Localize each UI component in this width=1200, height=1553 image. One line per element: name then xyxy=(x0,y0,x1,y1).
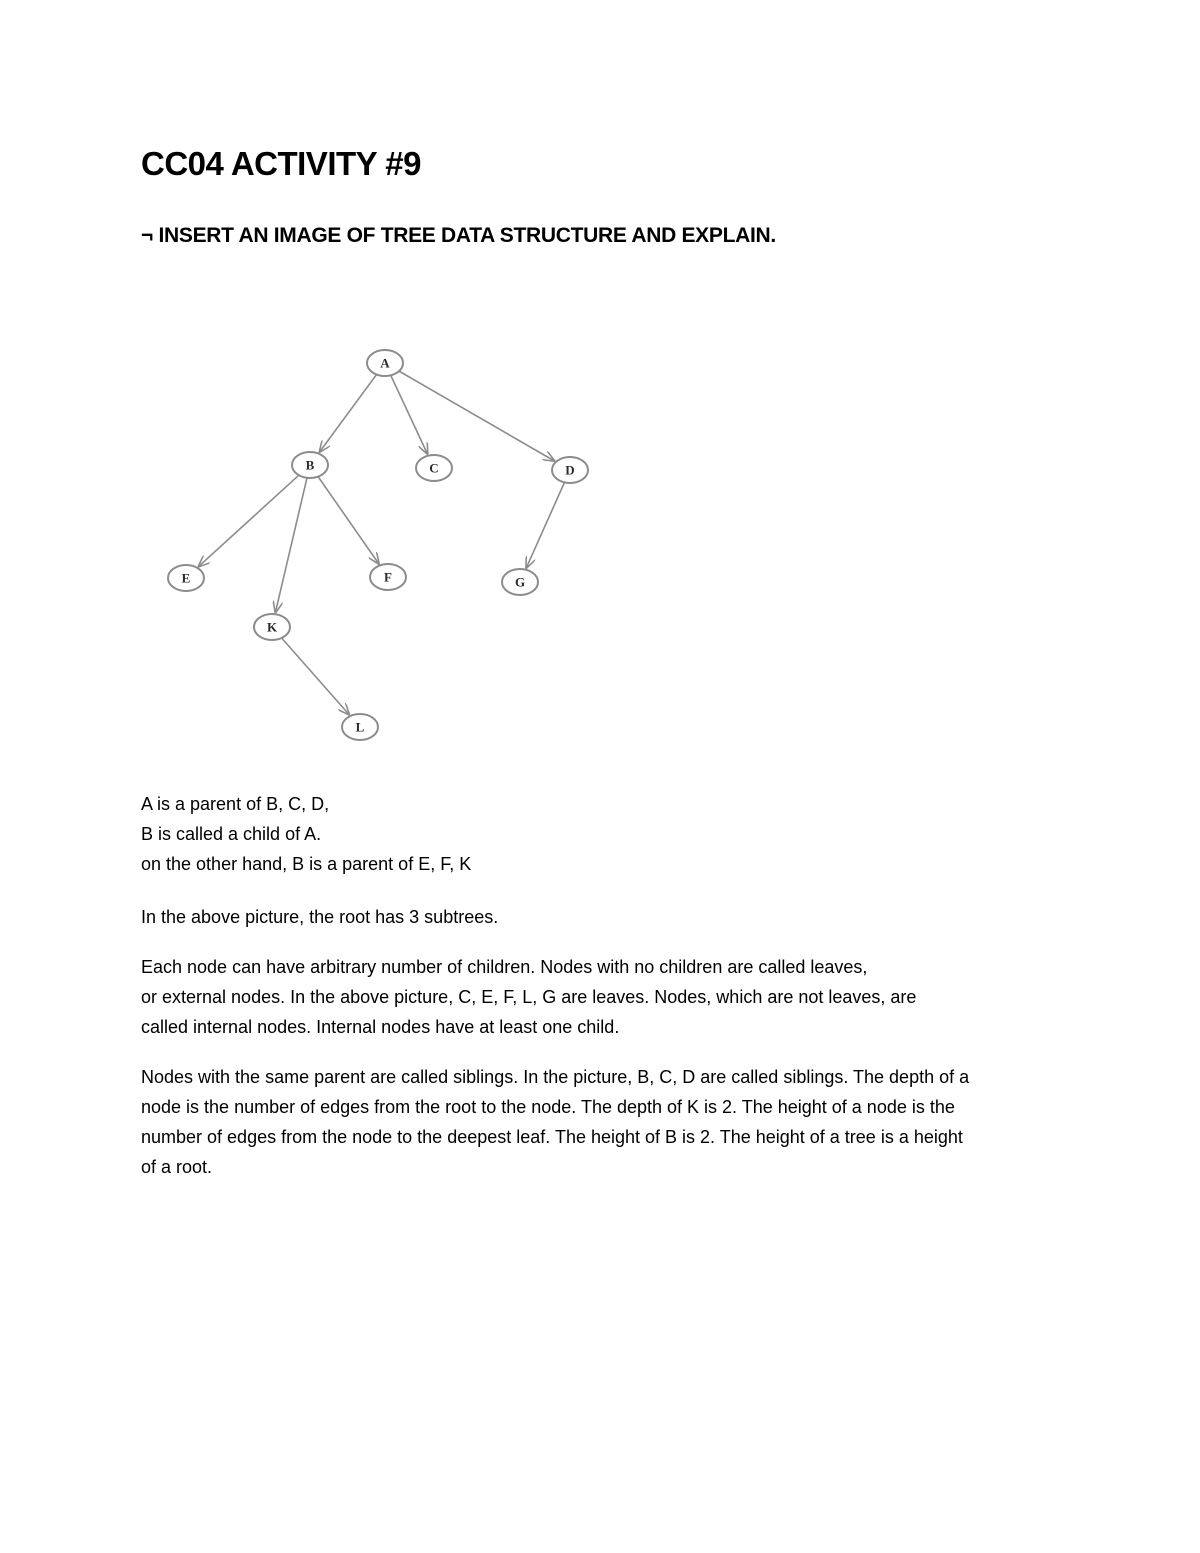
tree-node-b xyxy=(292,452,328,478)
subtrees-line-1: In the above picture, the root has 3 subtrees. xyxy=(141,907,499,927)
leaves-paragraph xyxy=(141,952,1061,1042)
siblings-line-4: of a root. xyxy=(141,1157,213,1177)
edge-a-d xyxy=(399,371,554,461)
node-label: F xyxy=(384,569,392,585)
tree-node-k xyxy=(254,614,290,640)
node-label: L xyxy=(355,719,365,735)
siblings-line-3: number of edges from the node to the deepest leaf. The height of B is 2. The height of a tree is a height xyxy=(141,1127,963,1147)
relation-line-1: A is a parent of B, C, D, xyxy=(141,794,330,814)
edge-b-k xyxy=(275,478,307,612)
node-label: A xyxy=(380,355,390,371)
tree-node-d xyxy=(552,457,588,483)
siblings-line-1: Nodes with the same parent are called siblings. In the picture, B, C, D are called siblings. The depth of a xyxy=(141,1067,970,1087)
relation-line-2: B is called a child of A. xyxy=(141,824,322,844)
document-title: CC04 ACTIVITY #9 xyxy=(141,145,421,182)
relation-line-3: on the other hand, B is a parent of E, F, K xyxy=(141,854,472,874)
subtrees-paragraph xyxy=(141,902,1061,932)
edge-b-e xyxy=(199,475,299,566)
tree-node-e xyxy=(168,565,204,591)
tree-diagram xyxy=(150,330,630,760)
leaves-line-2: or external nodes. In the above picture, C, E, F, L, G are leaves. Nodes, which are not leaves, are xyxy=(141,987,917,1007)
instruction-heading: ¬ INSERT AN IMAGE OF TREE DATA STRUCTURE AND EXPLAIN. xyxy=(141,224,776,247)
tree-nodes xyxy=(168,350,588,740)
tree-node-c xyxy=(416,455,452,481)
edge-b-f xyxy=(318,477,379,564)
edge-d-g xyxy=(526,482,564,567)
tree-node-l xyxy=(342,714,378,740)
parent-child-explanation xyxy=(141,789,1061,879)
tree-node-g xyxy=(502,569,538,595)
tree-diagram-svg xyxy=(150,330,630,760)
tree-node-f xyxy=(370,564,406,590)
edge-k-l xyxy=(282,638,349,715)
edge-a-b xyxy=(320,374,377,451)
edge-a-c xyxy=(391,375,428,454)
node-label: B xyxy=(305,457,315,473)
siblings-depth-height-paragraph xyxy=(141,1062,1056,1182)
leaves-line-3: called internal nodes. Internal nodes have at least one child. xyxy=(141,1017,620,1037)
node-label: D xyxy=(565,462,575,478)
node-label: K xyxy=(266,619,278,635)
leaves-line-1: Each node can have arbitrary number of children. Nodes with no children are called leaves, xyxy=(141,957,868,977)
node-label: G xyxy=(514,574,526,590)
tree-node-a xyxy=(367,350,403,376)
siblings-line-2: node is the number of edges from the root to the node. The depth of K is 2. The height of a node is the xyxy=(141,1097,955,1117)
tree-edges xyxy=(199,371,565,714)
node-label: E xyxy=(181,570,191,586)
node-label: C xyxy=(429,460,439,476)
